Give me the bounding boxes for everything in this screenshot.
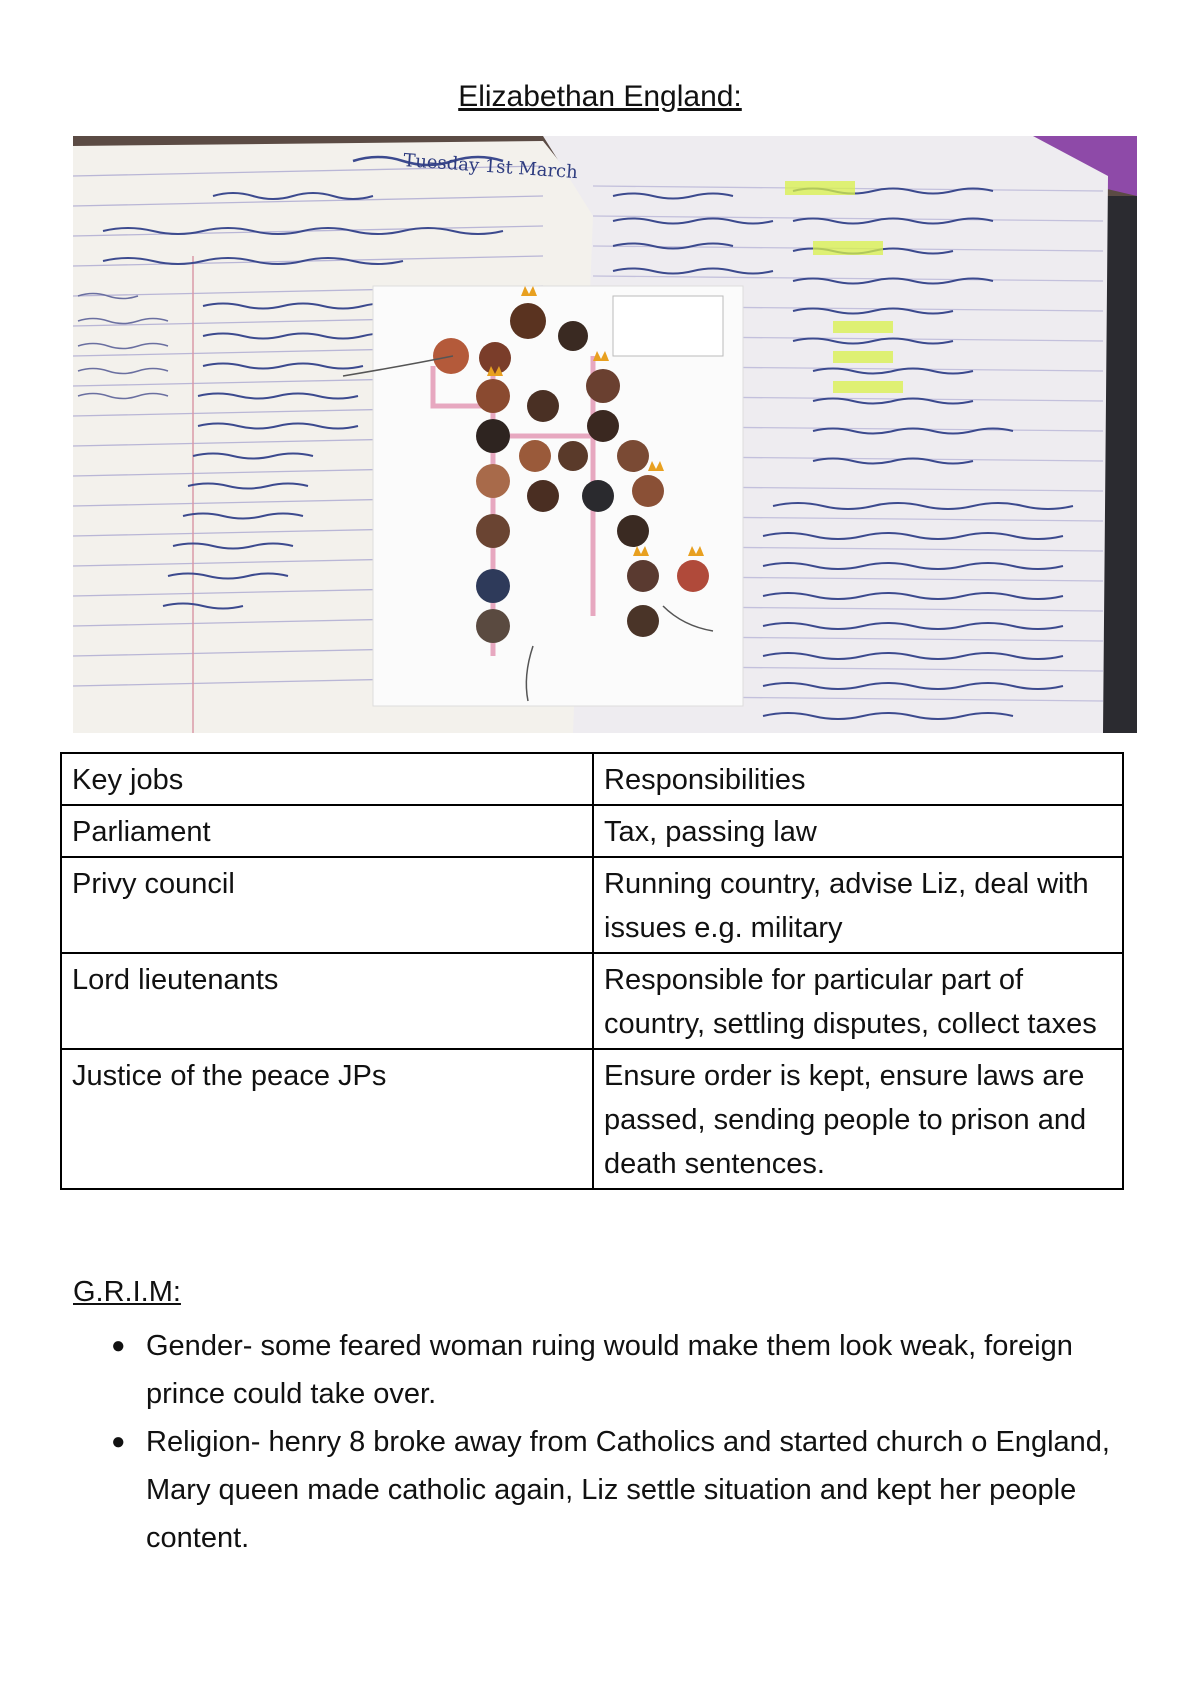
key-jobs-table <box>60 752 1124 1190</box>
table-header-cell: Responsibilities <box>593 753 1123 805</box>
list-item <box>73 1418 1133 1562</box>
list-item-text: Gender- some feared woman ruing would make them look weak, foreign prince could take over. <box>146 1330 1073 1410</box>
table-cell: Ensure order is kept, ensure laws are passed, sending people to prison and death sentences. <box>593 1049 1123 1189</box>
table-cell: Running country, advise Liz, deal with issues e.g. military <box>593 857 1123 953</box>
table-cell: Parliament <box>61 805 593 857</box>
table-cell: Privy council <box>61 857 593 953</box>
table-header-cell: Key jobs <box>61 753 593 805</box>
table-header-row <box>61 753 1123 805</box>
table-cell: Justice of the peace JPs <box>61 1049 593 1189</box>
page-title: Elizabethan England: <box>458 80 742 113</box>
grim-list <box>73 1322 1133 1562</box>
table-row <box>61 857 1123 953</box>
table-row <box>61 805 1123 857</box>
photo-handwriting: Tuesday 1st March <box>402 150 579 184</box>
list-item <box>73 1322 1133 1418</box>
bullet-icon: ● <box>111 1428 126 1455</box>
table-cell: Tax, passing law <box>593 805 1123 857</box>
table-row <box>61 953 1123 1049</box>
grim-heading: G.R.I.M: <box>73 1276 181 1308</box>
table-row <box>61 1049 1123 1189</box>
notes-photo <box>73 136 1137 733</box>
table-cell: Lord lieutenants <box>61 953 593 1049</box>
bullet-icon: ● <box>111 1332 126 1359</box>
table-cell: Responsible for particular part of country, settling disputes, collect taxes <box>593 953 1123 1049</box>
list-item-text: Religion- henry 8 broke away from Catholics and started church o England, Mary queen made catholic again, Liz settle situation and kept her people content. <box>146 1426 1110 1554</box>
